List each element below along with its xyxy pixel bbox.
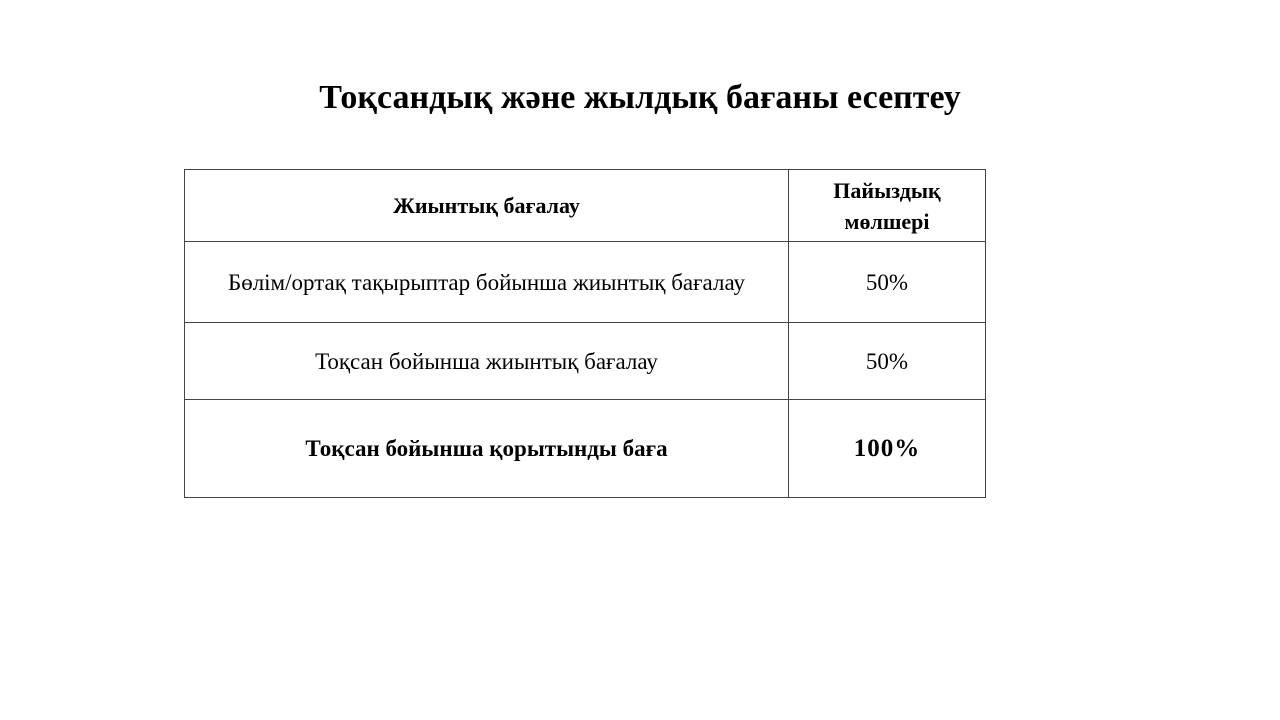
total-assessment-cell: Тоқсан бойынша қорытынды баға [185,400,789,498]
header-assessment: Жиынтық бағалау [185,170,789,242]
table-header-row [185,170,986,242]
slide-title: Тоқсандық және жылдық бағаны есептеу [319,79,961,116]
row-percentage-cell: 50% [789,242,986,323]
total-percentage-cell: 100% [789,400,986,498]
table-row [185,323,986,400]
header-percentage: Пайыздық мөлшері [789,170,986,242]
table-row [185,242,986,323]
row-assessment-cell: Тоқсан бойынша жиынтық бағалау [185,323,789,400]
table-total-row [185,400,986,498]
row-percentage-cell: 50% [789,323,986,400]
row-assessment-cell: Бөлім/ортақ тақырыптар бойынша жиынтық бағалау [185,242,789,323]
grade-calculation-table [184,169,986,498]
